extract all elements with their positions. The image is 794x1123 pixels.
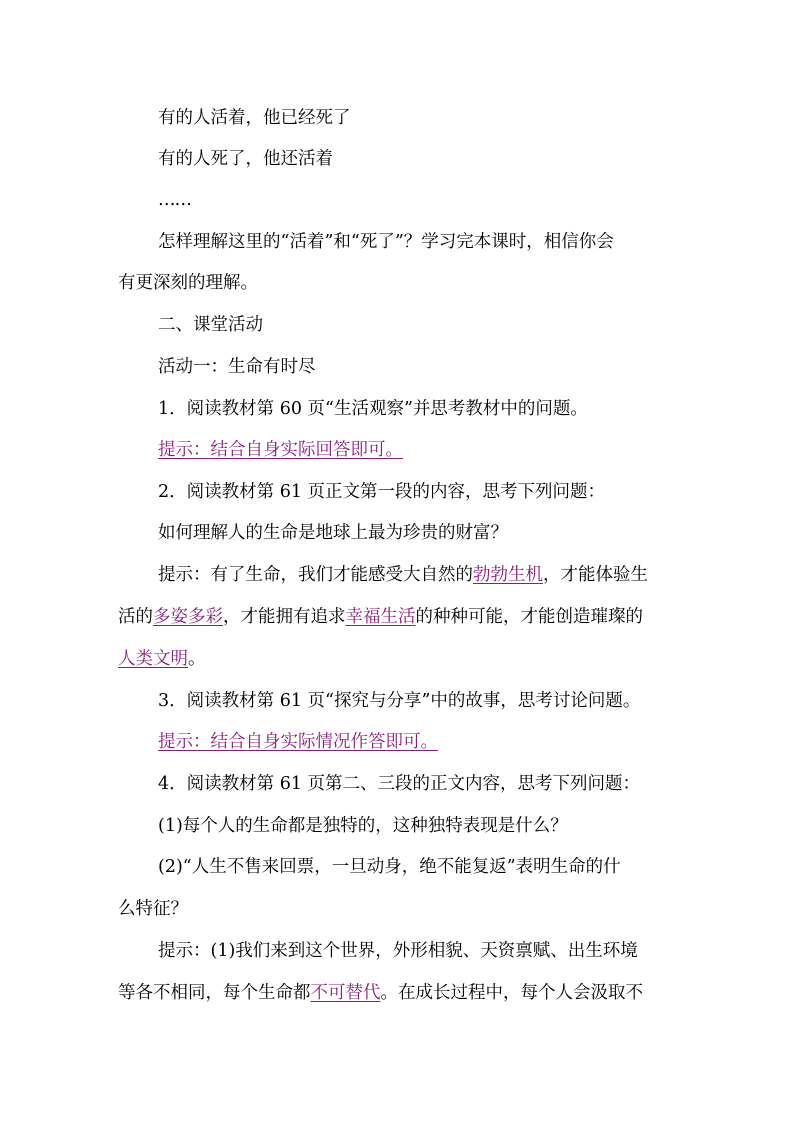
intro-line-1: 怎样理解这里的“活着”和“死了”？学习完本课时，相信你会 — [158, 232, 614, 252]
question-4-sub-2-line-1: (2)“人生不售来回票，一旦动身，绝不能复返”表明生命的什 — [158, 857, 621, 877]
keyword-link[interactable]: 人类文明 — [118, 649, 188, 669]
question-3: 3．阅读教材第 61 页“探究与分享”中的故事，思考讨论问题。 — [158, 691, 641, 711]
question-4-hint-line-1: 提示：(1)我们来到这个世界，外形相貌、天资禀赋、出生环境 — [158, 941, 638, 961]
question-1-hint — [158, 438, 794, 462]
hint-link[interactable]: 提示：结合自身实际回答即可。 — [158, 440, 403, 460]
question-4-sub-2-line-2: 么特征？ — [118, 899, 188, 919]
question-3-hint — [158, 730, 794, 754]
activity-title: 活动一：生命有时尽 — [158, 357, 316, 377]
poem-ellipsis: …… — [158, 190, 191, 210]
hint-link[interactable]: 提示：结合自身实际情况作答即可。 — [158, 732, 438, 752]
question-4-hint-line-2 — [118, 981, 794, 1005]
question-2-hint-line-3 — [118, 647, 794, 671]
hint-text: ，才能拥有追求 — [223, 607, 346, 627]
hint-text: 的种种可能，才能创造璀璨的 — [415, 607, 643, 627]
poem-line-2: 有的人死了，他还活着 — [158, 149, 333, 169]
question-4: 4．阅读教材第 61 页第二、三段的正文内容，思考下列问题： — [158, 774, 641, 794]
keyword-link[interactable]: 勃勃生机 — [473, 565, 543, 585]
question-2-hint-line-1 — [158, 563, 794, 587]
poem-line-1: 有的人活着，他已经死了 — [158, 108, 351, 128]
keyword-link[interactable]: 多姿多彩 — [153, 607, 223, 627]
hint-text: 等各不相同，每个生命都 — [118, 983, 311, 1003]
question-2-hint-line-2 — [118, 605, 794, 629]
question-2: 2．阅读教材第 61 页正文第一段的内容，思考下列问题： — [158, 482, 606, 502]
keyword-link[interactable]: 不可替代 — [310, 983, 381, 1003]
question-2-prompt: 如何理解人的生命是地球上最为珍贵的财富？ — [158, 523, 508, 543]
question-1: 1．阅读教材第 60 页“生活观察”并思考教材中的问题。 — [158, 399, 588, 419]
keyword-link[interactable]: 幸福生活 — [345, 607, 416, 627]
hint-text: ，才能体验生 — [543, 565, 648, 585]
hint-text: 。 — [188, 649, 206, 669]
hint-text: 活的 — [118, 607, 153, 627]
question-4-sub-1: (1)每个人的生命都是独特的，这种独特表现是什么？ — [158, 816, 568, 836]
intro-line-2: 有更深刻的理解。 — [118, 273, 258, 293]
hint-text: 提示：有了生命，我们才能感受大自然的 — [158, 565, 473, 585]
hint-text: 。在成长过程中，每个人会汲取不 — [380, 983, 643, 1003]
section-title: 二、课堂活动 — [158, 315, 263, 335]
